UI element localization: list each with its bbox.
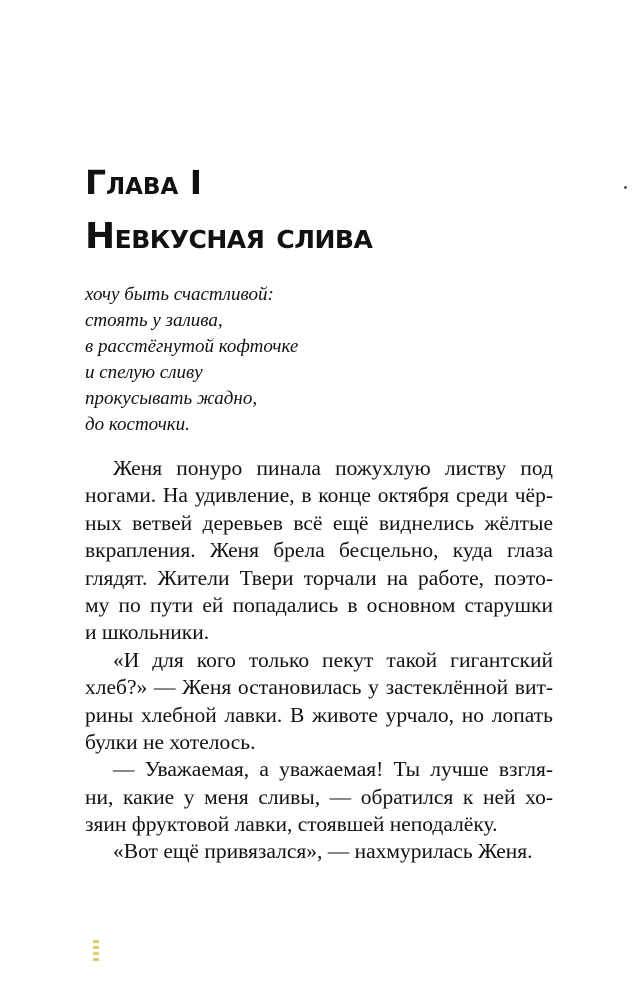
paragraph	[85, 647, 553, 757]
epigraph-line: и спелую сливу	[85, 362, 203, 383]
paragraph	[85, 756, 553, 838]
paragraph	[85, 455, 553, 647]
paragraph	[85, 838, 553, 865]
text-line: — Уважаемая, а уважаемая! Ты лучше взгля-	[113, 757, 553, 782]
chapter-label: Глава I	[85, 163, 203, 202]
epigraph-line: стоять у залива,	[85, 310, 223, 331]
text-line: рины хлебной лавки. В животе урчало, но лопать	[85, 702, 553, 727]
text-line: зяин фруктовой лавки, стоявшей неподалёку.	[85, 812, 498, 837]
scan-artifact	[93, 940, 99, 962]
epigraph-line: в расстёгнутой кофточке	[85, 336, 299, 357]
text-line: булки не хотелось.	[85, 729, 256, 754]
text-line: «И для кого только пекут такой гигантский	[113, 647, 553, 672]
text-line: хлеб?» — Женя остановилась у застеклённой вит-	[85, 675, 553, 700]
text-line: ни, какие у меня сливы, — обратился к ней хо-	[85, 784, 553, 809]
chapter-title: Невкусная слива	[85, 216, 373, 257]
epigraph-line: до косточки.	[85, 414, 190, 435]
text-line: ногами. На удивление, в конце октября среди чёр-	[85, 483, 553, 508]
scan-speck	[624, 186, 627, 189]
text-line: ных ветвей деревьев всё ещё виднелись жёлтые	[85, 510, 553, 535]
text-line: Женя понуро пинала пожухлую листву под	[113, 456, 553, 480]
text-line: и школьники.	[85, 620, 210, 645]
text-line: «Вот ещё привязался», — нахмурилась Женя.	[113, 839, 533, 864]
epigraph-line: хочу быть счастливой:	[85, 284, 274, 305]
text-line: му по пути ей попадались в основном старушки	[85, 592, 553, 617]
epigraph-line: прокусывать жадно,	[85, 388, 258, 409]
text-line: глядят. Жители Твери торчали на работе, поэто-	[85, 565, 553, 590]
text-line: вкрапления. Женя брела бесцельно, куда глаза	[85, 538, 553, 563]
epigraph	[85, 282, 298, 438]
body-text	[85, 455, 553, 866]
